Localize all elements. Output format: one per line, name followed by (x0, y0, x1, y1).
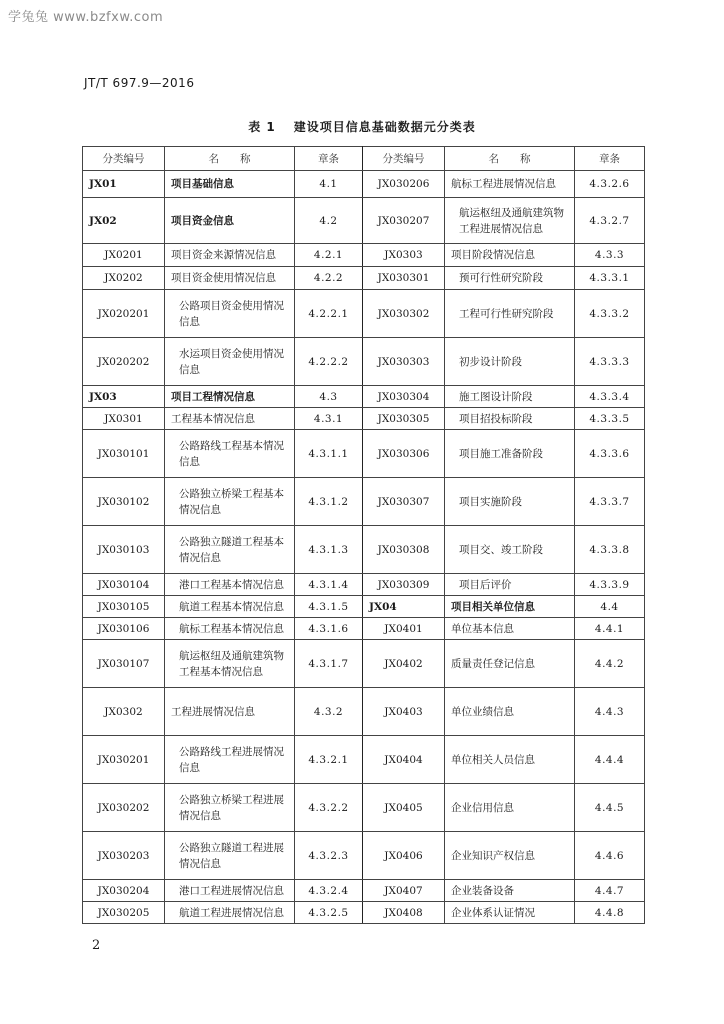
name-cell-left: 公路独立桥梁工程进展情况信息 (165, 784, 295, 832)
code-cell-left: JX0201 (83, 244, 165, 267)
section-cell-right: 4.3.3 (575, 244, 645, 267)
code-cell-left: JX030104 (83, 574, 165, 596)
code-cell-left: JX0202 (83, 267, 165, 290)
code-cell-right: JX0407 (363, 880, 445, 902)
section-cell-right: 4.3.3.6 (575, 430, 645, 478)
section-cell-right: 4.4.1 (575, 618, 645, 640)
name-cell-left: 公路独立桥梁工程基本情况信息 (165, 478, 295, 526)
code-cell-right: JX0405 (363, 784, 445, 832)
code-cell-right: JX030305 (363, 408, 445, 430)
name-cell-left: 水运项目资金使用情况信息 (165, 338, 295, 386)
code-cell-left: JX030205 (83, 902, 165, 924)
header-section-left: 章条 (295, 147, 363, 171)
table-row (83, 640, 645, 688)
page-number: 2 (92, 938, 101, 953)
section-cell-left: 4.2.2 (295, 267, 363, 290)
code-cell-right: JX030309 (363, 574, 445, 596)
name-cell-left: 港口工程进展情况信息 (165, 880, 295, 902)
name-cell-right: 预可行性研究阶段 (445, 267, 575, 290)
name-cell-left: 项目资金信息 (165, 198, 295, 244)
classification-table (82, 146, 645, 924)
section-cell-left: 4.3.2.3 (295, 832, 363, 880)
section-cell-left: 4.3.2.5 (295, 902, 363, 924)
name-cell-right: 项目实施阶段 (445, 478, 575, 526)
watermark: 学兔兔 www.bzfxw.com (8, 10, 164, 25)
name-cell-left: 航运枢纽及通航建筑物工程基本情况信息 (165, 640, 295, 688)
table-row (83, 784, 645, 832)
section-cell-left: 4.3.2.1 (295, 736, 363, 784)
table-number: 表 1 (248, 120, 276, 134)
name-cell-right: 航运枢纽及通航建筑物工程进展情况信息 (445, 198, 575, 244)
name-cell-left: 公路独立隧道工程基本情况信息 (165, 526, 295, 574)
table-row (83, 198, 645, 244)
name-cell-right: 质量责任登记信息 (445, 640, 575, 688)
section-cell-left: 4.2.2.2 (295, 338, 363, 386)
code-cell-left: JX020202 (83, 338, 165, 386)
code-cell-right: JX0303 (363, 244, 445, 267)
table-row (83, 596, 645, 618)
code-cell-left: JX020201 (83, 290, 165, 338)
code-cell-right: JX0403 (363, 688, 445, 736)
name-cell-left: 公路独立隧道工程进展情况信息 (165, 832, 295, 880)
name-cell-left: 公路路线工程进展情况信息 (165, 736, 295, 784)
section-cell-left: 4.3.1.6 (295, 618, 363, 640)
table-header-row (83, 147, 645, 171)
table-row (83, 736, 645, 784)
code-cell-right: JX0408 (363, 902, 445, 924)
table-row (83, 267, 645, 290)
section-cell-left: 4.3 (295, 386, 363, 408)
name-cell-left: 项目资金来源情况信息 (165, 244, 295, 267)
name-cell-right: 项目招投标阶段 (445, 408, 575, 430)
code-cell-right: JX030302 (363, 290, 445, 338)
section-cell-right: 4.3.3.8 (575, 526, 645, 574)
name-cell-left: 港口工程基本情况信息 (165, 574, 295, 596)
code-cell-right: JX030304 (363, 386, 445, 408)
section-cell-left: 4.3.2 (295, 688, 363, 736)
header-name-right: 名 称 (445, 147, 575, 171)
table-row (83, 618, 645, 640)
code-cell-left: JX030106 (83, 618, 165, 640)
table-row (83, 338, 645, 386)
code-cell-left: JX030202 (83, 784, 165, 832)
code-cell-right: JX030308 (363, 526, 445, 574)
name-cell-right: 项目交、竣工阶段 (445, 526, 575, 574)
code-cell-left: JX02 (83, 198, 165, 244)
code-cell-left: JX030105 (83, 596, 165, 618)
section-cell-left: 4.3.1.4 (295, 574, 363, 596)
name-cell-left: 航道工程基本情况信息 (165, 596, 295, 618)
section-cell-left: 4.3.1.2 (295, 478, 363, 526)
table-row (83, 902, 645, 924)
name-cell-right: 企业信用信息 (445, 784, 575, 832)
name-cell-left: 项目工程情况信息 (165, 386, 295, 408)
section-cell-right: 4.3.3.7 (575, 478, 645, 526)
name-cell-right: 初步设计阶段 (445, 338, 575, 386)
code-cell-right: JX030207 (363, 198, 445, 244)
section-cell-right: 4.3.3.4 (575, 386, 645, 408)
code-cell-right: JX030206 (363, 171, 445, 198)
header-code-left: 分类编号 (83, 147, 165, 171)
header-name-left: 名 称 (165, 147, 295, 171)
code-cell-left: JX030107 (83, 640, 165, 688)
section-cell-left: 4.2.1 (295, 244, 363, 267)
code-cell-left: JX030103 (83, 526, 165, 574)
section-cell-right: 4.4.6 (575, 832, 645, 880)
section-cell-left: 4.3.1 (295, 408, 363, 430)
name-cell-right: 项目阶段情况信息 (445, 244, 575, 267)
table-row (83, 290, 645, 338)
name-cell-right: 工程可行性研究阶段 (445, 290, 575, 338)
section-cell-right: 4.4.8 (575, 902, 645, 924)
table-body (83, 171, 645, 924)
name-cell-left: 工程进展情况信息 (165, 688, 295, 736)
name-cell-right: 项目施工准备阶段 (445, 430, 575, 478)
table-title (0, 118, 724, 135)
name-cell-left: 工程基本情况信息 (165, 408, 295, 430)
name-cell-left: 项目资金使用情况信息 (165, 267, 295, 290)
code-cell-right: JX0401 (363, 618, 445, 640)
table-row (83, 408, 645, 430)
name-cell-left: 公路路线工程基本情况信息 (165, 430, 295, 478)
section-cell-left: 4.3.1.5 (295, 596, 363, 618)
table-row (83, 244, 645, 267)
name-cell-left: 公路项目资金使用情况信息 (165, 290, 295, 338)
section-cell-left: 4.1 (295, 171, 363, 198)
table-caption: 建设项目信息基础数据元分类表 (293, 120, 476, 134)
name-cell-right: 企业装备设备 (445, 880, 575, 902)
name-cell-right: 企业体系认证情况 (445, 902, 575, 924)
section-cell-right: 4.3.3.5 (575, 408, 645, 430)
table-row (83, 880, 645, 902)
section-cell-right: 4.4.7 (575, 880, 645, 902)
name-cell-right: 单位相关人员信息 (445, 736, 575, 784)
section-cell-left: 4.3.1.3 (295, 526, 363, 574)
header-code-right: 分类编号 (363, 147, 445, 171)
section-cell-left: 4.2.2.1 (295, 290, 363, 338)
code-cell-left: JX030101 (83, 430, 165, 478)
name-cell-right: 航标工程进展情况信息 (445, 171, 575, 198)
code-cell-right: JX0402 (363, 640, 445, 688)
code-cell-right: JX030307 (363, 478, 445, 526)
standard-code: JT/T 697.9—2016 (84, 76, 195, 90)
table-row (83, 478, 645, 526)
table-row (83, 430, 645, 478)
section-cell-right: 4.4.5 (575, 784, 645, 832)
section-cell-right: 4.4.4 (575, 736, 645, 784)
section-cell-right: 4.3.2.6 (575, 171, 645, 198)
section-cell-left: 4.3.1.1 (295, 430, 363, 478)
section-cell-left: 4.2 (295, 198, 363, 244)
name-cell-right: 单位基本信息 (445, 618, 575, 640)
section-cell-right: 4.4.3 (575, 688, 645, 736)
table-row (83, 574, 645, 596)
code-cell-right: JX030301 (363, 267, 445, 290)
name-cell-left: 航标工程基本情况信息 (165, 618, 295, 640)
name-cell-right: 单位业绩信息 (445, 688, 575, 736)
name-cell-right: 项目相关单位信息 (445, 596, 575, 618)
section-cell-right: 4.4 (575, 596, 645, 618)
code-cell-right: JX0404 (363, 736, 445, 784)
name-cell-left: 航道工程进展情况信息 (165, 902, 295, 924)
table-row (83, 386, 645, 408)
code-cell-left: JX030204 (83, 880, 165, 902)
code-cell-right: JX030303 (363, 338, 445, 386)
code-cell-right: JX030306 (363, 430, 445, 478)
section-cell-right: 4.4.2 (575, 640, 645, 688)
section-cell-right: 4.3.2.7 (575, 198, 645, 244)
code-cell-left: JX01 (83, 171, 165, 198)
table-row (83, 171, 645, 198)
section-cell-right: 4.3.3.3 (575, 338, 645, 386)
code-cell-left: JX03 (83, 386, 165, 408)
code-cell-left: JX030203 (83, 832, 165, 880)
header-section-right: 章条 (575, 147, 645, 171)
section-cell-left: 4.3.2.4 (295, 880, 363, 902)
name-cell-right: 项目后评价 (445, 574, 575, 596)
section-cell-right: 4.3.3.2 (575, 290, 645, 338)
section-cell-right: 4.3.3.1 (575, 267, 645, 290)
name-cell-right: 企业知识产权信息 (445, 832, 575, 880)
section-cell-left: 4.3.1.7 (295, 640, 363, 688)
name-cell-left: 项目基础信息 (165, 171, 295, 198)
code-cell-left: JX0301 (83, 408, 165, 430)
section-cell-right: 4.3.3.9 (575, 574, 645, 596)
table-row (83, 832, 645, 880)
section-cell-left: 4.3.2.2 (295, 784, 363, 832)
code-cell-left: JX0302 (83, 688, 165, 736)
name-cell-right: 施工图设计阶段 (445, 386, 575, 408)
code-cell-right: JX04 (363, 596, 445, 618)
code-cell-left: JX030201 (83, 736, 165, 784)
code-cell-left: JX030102 (83, 478, 165, 526)
code-cell-right: JX0406 (363, 832, 445, 880)
table-row (83, 526, 645, 574)
table-row (83, 688, 645, 736)
